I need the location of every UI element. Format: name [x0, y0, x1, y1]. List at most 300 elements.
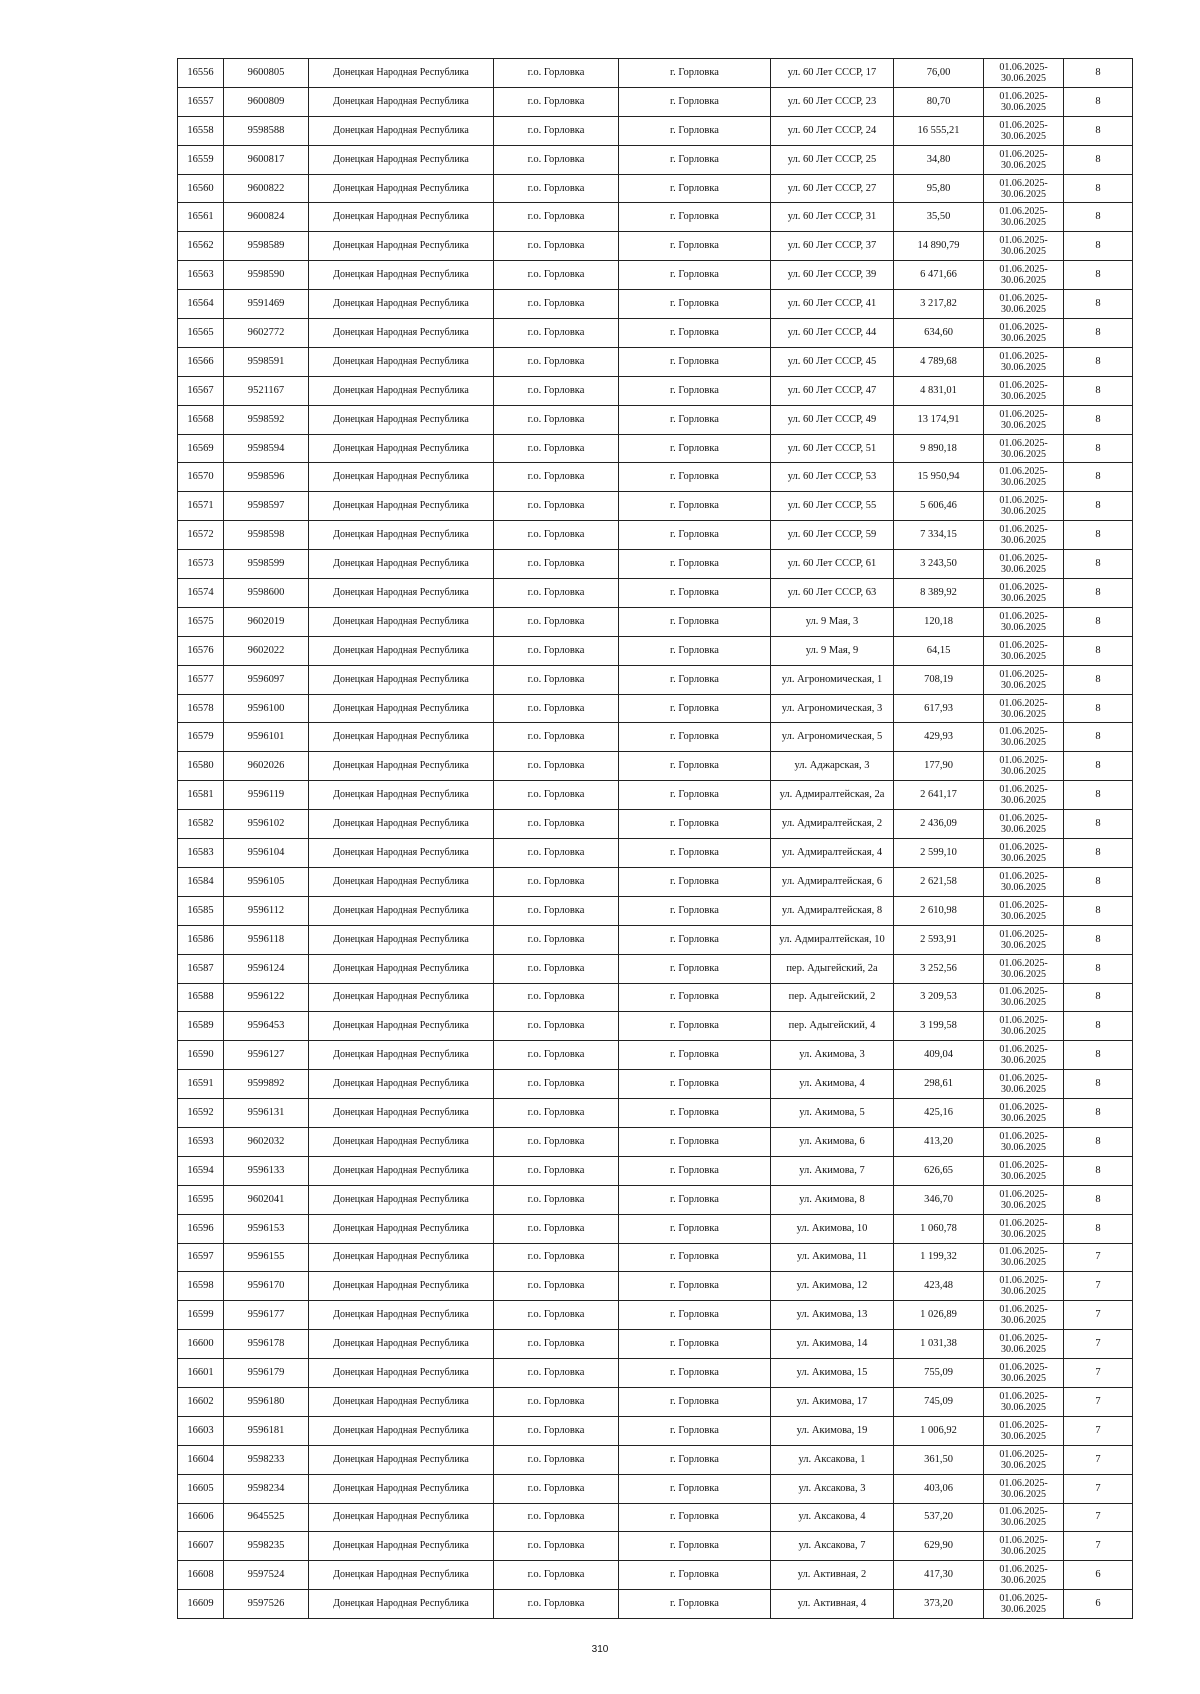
amount-cell: 417,30: [894, 1561, 984, 1590]
table-row: [178, 1503, 1133, 1532]
region-cell: Донецкая Народная Республика: [309, 1012, 494, 1041]
region-cell: Донецкая Народная Республика: [309, 694, 494, 723]
object-id-cell: 9596179: [224, 1359, 309, 1388]
period-cell: 01.06.2025-30.06.2025: [984, 867, 1064, 896]
region-cell: Донецкая Народная Республика: [309, 607, 494, 636]
period-cell: 01.06.2025-30.06.2025: [984, 87, 1064, 116]
address-cell: ул. Акимова, 15: [771, 1359, 894, 1388]
row-number-cell: 16602: [178, 1387, 224, 1416]
address-cell: ул. Аксакова, 3: [771, 1474, 894, 1503]
count-cell: 8: [1064, 1214, 1133, 1243]
address-cell: ул. 60 Лет СССР, 55: [771, 492, 894, 521]
district-cell: г.о. Горловка: [494, 203, 619, 232]
count-cell: 8: [1064, 550, 1133, 579]
district-cell: г.о. Горловка: [494, 87, 619, 116]
district-cell: г.о. Горловка: [494, 1474, 619, 1503]
object-id-cell: 9597524: [224, 1561, 309, 1590]
table-row: [178, 174, 1133, 203]
address-cell: ул. Акимова, 4: [771, 1070, 894, 1099]
city-cell: г. Горловка: [619, 116, 771, 145]
object-id-cell: 9602041: [224, 1185, 309, 1214]
object-id-cell: 9596119: [224, 781, 309, 810]
district-cell: г.о. Горловка: [494, 1127, 619, 1156]
object-id-cell: 9598594: [224, 434, 309, 463]
region-cell: Донецкая Народная Республика: [309, 434, 494, 463]
city-cell: г. Горловка: [619, 636, 771, 665]
region-cell: Донецкая Народная Республика: [309, 232, 494, 261]
address-cell: ул. Активная, 2: [771, 1561, 894, 1590]
period-cell: 01.06.2025-30.06.2025: [984, 290, 1064, 319]
region-cell: Донецкая Народная Республика: [309, 376, 494, 405]
address-cell: ул. Аджарская, 3: [771, 752, 894, 781]
city-cell: г. Горловка: [619, 1041, 771, 1070]
period-cell: 01.06.2025-30.06.2025: [984, 781, 1064, 810]
address-cell: ул. Адмиралтейская, 2: [771, 810, 894, 839]
region-cell: Донецкая Народная Республика: [309, 954, 494, 983]
region-cell: Донецкая Народная Республика: [309, 983, 494, 1012]
count-cell: 7: [1064, 1532, 1133, 1561]
period-cell: 01.06.2025-30.06.2025: [984, 1185, 1064, 1214]
district-cell: г.о. Горловка: [494, 1387, 619, 1416]
city-cell: г. Горловка: [619, 145, 771, 174]
count-cell: 7: [1064, 1359, 1133, 1388]
count-cell: 7: [1064, 1474, 1133, 1503]
period-cell: 01.06.2025-30.06.2025: [984, 203, 1064, 232]
city-cell: г. Горловка: [619, 1127, 771, 1156]
amount-cell: 8 389,92: [894, 579, 984, 608]
address-cell: ул. 60 Лет СССР, 39: [771, 261, 894, 290]
amount-cell: 298,61: [894, 1070, 984, 1099]
row-number-cell: 16575: [178, 607, 224, 636]
address-cell: ул. Акимова, 7: [771, 1156, 894, 1185]
amount-cell: 3 217,82: [894, 290, 984, 319]
address-cell: пер. Адыгейский, 2а: [771, 954, 894, 983]
district-cell: г.о. Горловка: [494, 607, 619, 636]
region-cell: Донецкая Народная Республика: [309, 1359, 494, 1388]
region-cell: Донецкая Народная Республика: [309, 896, 494, 925]
object-id-cell: 9602772: [224, 319, 309, 348]
row-number-cell: 16565: [178, 319, 224, 348]
amount-cell: 413,20: [894, 1127, 984, 1156]
object-id-cell: 9596155: [224, 1243, 309, 1272]
object-id-cell: 9599892: [224, 1070, 309, 1099]
object-id-cell: 9596131: [224, 1099, 309, 1128]
district-cell: г.о. Горловка: [494, 1214, 619, 1243]
count-cell: 8: [1064, 694, 1133, 723]
amount-cell: 34,80: [894, 145, 984, 174]
address-cell: ул. Акимова, 14: [771, 1330, 894, 1359]
count-cell: 8: [1064, 1127, 1133, 1156]
amount-cell: 13 174,91: [894, 405, 984, 434]
object-id-cell: 9596124: [224, 954, 309, 983]
count-cell: 8: [1064, 896, 1133, 925]
region-cell: Донецкая Народная Республика: [309, 87, 494, 116]
district-cell: г.о. Горловка: [494, 261, 619, 290]
row-number-cell: 16606: [178, 1503, 224, 1532]
region-cell: Донецкая Народная Республика: [309, 116, 494, 145]
city-cell: г. Горловка: [619, 521, 771, 550]
count-cell: 8: [1064, 174, 1133, 203]
table-row: [178, 636, 1133, 665]
table-row: [178, 405, 1133, 434]
table-row: [178, 1445, 1133, 1474]
count-cell: 8: [1064, 434, 1133, 463]
object-id-cell: 9598600: [224, 579, 309, 608]
table-row: [178, 1185, 1133, 1214]
period-cell: 01.06.2025-30.06.2025: [984, 1474, 1064, 1503]
address-cell: ул. 60 Лет СССР, 44: [771, 319, 894, 348]
address-cell: ул. 60 Лет СССР, 27: [771, 174, 894, 203]
row-number-cell: 16587: [178, 954, 224, 983]
district-cell: г.о. Горловка: [494, 1099, 619, 1128]
city-cell: г. Горловка: [619, 232, 771, 261]
object-id-cell: 9600824: [224, 203, 309, 232]
city-cell: г. Горловка: [619, 954, 771, 983]
table-row: [178, 1127, 1133, 1156]
period-cell: 01.06.2025-30.06.2025: [984, 145, 1064, 174]
count-cell: 8: [1064, 810, 1133, 839]
count-cell: 8: [1064, 752, 1133, 781]
address-cell: ул. Адмиралтейская, 4: [771, 839, 894, 868]
period-cell: 01.06.2025-30.06.2025: [984, 1416, 1064, 1445]
address-cell: ул. Адмиралтейская, 10: [771, 925, 894, 954]
row-number-cell: 16600: [178, 1330, 224, 1359]
city-cell: г. Горловка: [619, 203, 771, 232]
district-cell: г.о. Горловка: [494, 1503, 619, 1532]
address-cell: ул. Аксакова, 7: [771, 1532, 894, 1561]
period-cell: 01.06.2025-30.06.2025: [984, 59, 1064, 88]
table-row: [178, 1416, 1133, 1445]
period-cell: 01.06.2025-30.06.2025: [984, 492, 1064, 521]
district-cell: г.о. Горловка: [494, 59, 619, 88]
city-cell: г. Горловка: [619, 1012, 771, 1041]
table-row: [178, 145, 1133, 174]
row-number-cell: 16586: [178, 925, 224, 954]
count-cell: 8: [1064, 1012, 1133, 1041]
address-cell: ул. 60 Лет СССР, 59: [771, 521, 894, 550]
count-cell: 8: [1064, 232, 1133, 261]
table-row: [178, 1590, 1133, 1619]
table-row: [178, 434, 1133, 463]
amount-cell: 1 199,32: [894, 1243, 984, 1272]
table-row: [178, 839, 1133, 868]
object-id-cell: 9596104: [224, 839, 309, 868]
period-cell: 01.06.2025-30.06.2025: [984, 579, 1064, 608]
object-id-cell: 9598588: [224, 116, 309, 145]
district-cell: г.о. Горловка: [494, 434, 619, 463]
address-cell: ул. Акимова, 11: [771, 1243, 894, 1272]
city-cell: г. Горловка: [619, 174, 771, 203]
city-cell: г. Горловка: [619, 405, 771, 434]
object-id-cell: 9602019: [224, 607, 309, 636]
table-row: [178, 261, 1133, 290]
period-cell: 01.06.2025-30.06.2025: [984, 347, 1064, 376]
table-row: [178, 59, 1133, 88]
row-number-cell: 16569: [178, 434, 224, 463]
object-id-cell: 9596122: [224, 983, 309, 1012]
amount-cell: 2 610,98: [894, 896, 984, 925]
city-cell: г. Горловка: [619, 376, 771, 405]
amount-cell: 15 950,94: [894, 463, 984, 492]
region-cell: Донецкая Народная Республика: [309, 636, 494, 665]
district-cell: г.о. Горловка: [494, 579, 619, 608]
object-id-cell: 9596127: [224, 1041, 309, 1070]
city-cell: г. Горловка: [619, 1243, 771, 1272]
object-id-cell: 9596133: [224, 1156, 309, 1185]
address-cell: ул. 60 Лет СССР, 49: [771, 405, 894, 434]
period-cell: 01.06.2025-30.06.2025: [984, 665, 1064, 694]
period-cell: 01.06.2025-30.06.2025: [984, 174, 1064, 203]
count-cell: 8: [1064, 145, 1133, 174]
amount-cell: 64,15: [894, 636, 984, 665]
object-id-cell: 9602022: [224, 636, 309, 665]
period-cell: 01.06.2025-30.06.2025: [984, 1156, 1064, 1185]
region-cell: Донецкая Народная Республика: [309, 492, 494, 521]
period-cell: 01.06.2025-30.06.2025: [984, 694, 1064, 723]
amount-cell: 7 334,15: [894, 521, 984, 550]
row-number-cell: 16591: [178, 1070, 224, 1099]
row-number-cell: 16579: [178, 723, 224, 752]
amount-cell: 9 890,18: [894, 434, 984, 463]
region-cell: Донецкая Народная Республика: [309, 203, 494, 232]
address-cell: ул. 60 Лет СССР, 23: [771, 87, 894, 116]
period-cell: 01.06.2025-30.06.2025: [984, 954, 1064, 983]
region-cell: Донецкая Народная Республика: [309, 319, 494, 348]
row-number-cell: 16603: [178, 1416, 224, 1445]
region-cell: Донецкая Народная Республика: [309, 1272, 494, 1301]
row-number-cell: 16590: [178, 1041, 224, 1070]
count-cell: 6: [1064, 1590, 1133, 1619]
amount-cell: 423,48: [894, 1272, 984, 1301]
address-cell: ул. Аксакова, 4: [771, 1503, 894, 1532]
object-id-cell: 9596181: [224, 1416, 309, 1445]
city-cell: г. Горловка: [619, 1359, 771, 1388]
period-cell: 01.06.2025-30.06.2025: [984, 1387, 1064, 1416]
district-cell: г.о. Горловка: [494, 1041, 619, 1070]
district-cell: г.о. Горловка: [494, 521, 619, 550]
city-cell: г. Горловка: [619, 59, 771, 88]
address-cell: ул. 60 Лет СССР, 61: [771, 550, 894, 579]
period-cell: 01.06.2025-30.06.2025: [984, 434, 1064, 463]
amount-cell: 1 031,38: [894, 1330, 984, 1359]
table-row: [178, 290, 1133, 319]
row-number-cell: 16601: [178, 1359, 224, 1388]
city-cell: г. Горловка: [619, 723, 771, 752]
city-cell: г. Горловка: [619, 781, 771, 810]
address-cell: ул. Акимова, 13: [771, 1301, 894, 1330]
period-cell: 01.06.2025-30.06.2025: [984, 550, 1064, 579]
address-cell: ул. Акимова, 17: [771, 1387, 894, 1416]
amount-cell: 6 471,66: [894, 261, 984, 290]
address-cell: ул. 60 Лет СССР, 37: [771, 232, 894, 261]
region-cell: Донецкая Народная Республика: [309, 1070, 494, 1099]
table-row: [178, 492, 1133, 521]
city-cell: г. Горловка: [619, 87, 771, 116]
period-cell: 01.06.2025-30.06.2025: [984, 925, 1064, 954]
period-cell: 01.06.2025-30.06.2025: [984, 1012, 1064, 1041]
row-number-cell: 16557: [178, 87, 224, 116]
address-cell: ул. 60 Лет СССР, 45: [771, 347, 894, 376]
row-number-cell: 16605: [178, 1474, 224, 1503]
row-number-cell: 16604: [178, 1445, 224, 1474]
table-row: [178, 1532, 1133, 1561]
object-id-cell: 9597526: [224, 1590, 309, 1619]
object-id-cell: 9596118: [224, 925, 309, 954]
row-number-cell: 16582: [178, 810, 224, 839]
city-cell: г. Горловка: [619, 261, 771, 290]
address-cell: ул. 60 Лет СССР, 17: [771, 59, 894, 88]
amount-cell: 2 436,09: [894, 810, 984, 839]
count-cell: 6: [1064, 1561, 1133, 1590]
row-number-cell: 16571: [178, 492, 224, 521]
region-cell: Донецкая Народная Республика: [309, 405, 494, 434]
object-id-cell: 9598233: [224, 1445, 309, 1474]
city-cell: г. Горловка: [619, 867, 771, 896]
amount-cell: 14 890,79: [894, 232, 984, 261]
address-cell: ул. 60 Лет СССР, 47: [771, 376, 894, 405]
table-row: [178, 1041, 1133, 1070]
row-number-cell: 16577: [178, 665, 224, 694]
period-cell: 01.06.2025-30.06.2025: [984, 896, 1064, 925]
region-cell: Донецкая Народная Республика: [309, 59, 494, 88]
period-cell: 01.06.2025-30.06.2025: [984, 1070, 1064, 1099]
period-cell: 01.06.2025-30.06.2025: [984, 1445, 1064, 1474]
city-cell: г. Горловка: [619, 1503, 771, 1532]
amount-cell: 1 006,92: [894, 1416, 984, 1445]
city-cell: г. Горловка: [619, 665, 771, 694]
region-cell: Донецкая Народная Республика: [309, 1330, 494, 1359]
amount-cell: 626,65: [894, 1156, 984, 1185]
city-cell: г. Горловка: [619, 1532, 771, 1561]
address-cell: ул. 60 Лет СССР, 51: [771, 434, 894, 463]
city-cell: г. Горловка: [619, 492, 771, 521]
amount-cell: 3 243,50: [894, 550, 984, 579]
address-cell: ул. Аксакова, 1: [771, 1445, 894, 1474]
city-cell: г. Горловка: [619, 896, 771, 925]
count-cell: 7: [1064, 1503, 1133, 1532]
table-row: [178, 1330, 1133, 1359]
row-number-cell: 16584: [178, 867, 224, 896]
row-number-cell: 16578: [178, 694, 224, 723]
amount-cell: 177,90: [894, 752, 984, 781]
count-cell: 8: [1064, 1041, 1133, 1070]
city-cell: г. Горловка: [619, 1272, 771, 1301]
count-cell: 8: [1064, 1185, 1133, 1214]
district-cell: г.о. Горловка: [494, 290, 619, 319]
table-row: [178, 810, 1133, 839]
city-cell: г. Горловка: [619, 810, 771, 839]
district-cell: г.о. Горловка: [494, 116, 619, 145]
district-cell: г.о. Горловка: [494, 954, 619, 983]
amount-cell: 2 593,91: [894, 925, 984, 954]
row-number-cell: 16598: [178, 1272, 224, 1301]
object-id-cell: 9602032: [224, 1127, 309, 1156]
address-cell: ул. Активная, 4: [771, 1590, 894, 1619]
amount-cell: 80,70: [894, 87, 984, 116]
table-row: [178, 87, 1133, 116]
row-number-cell: 16556: [178, 59, 224, 88]
city-cell: г. Горловка: [619, 983, 771, 1012]
object-id-cell: 9596453: [224, 1012, 309, 1041]
period-cell: 01.06.2025-30.06.2025: [984, 983, 1064, 1012]
region-cell: Донецкая Народная Республика: [309, 1214, 494, 1243]
district-cell: г.о. Горловка: [494, 1445, 619, 1474]
amount-cell: 76,00: [894, 59, 984, 88]
period-cell: 01.06.2025-30.06.2025: [984, 1330, 1064, 1359]
city-cell: г. Горловка: [619, 752, 771, 781]
amount-cell: 1 026,89: [894, 1301, 984, 1330]
count-cell: 8: [1064, 521, 1133, 550]
address-cell: ул. 60 Лет СССР, 31: [771, 203, 894, 232]
period-cell: 01.06.2025-30.06.2025: [984, 376, 1064, 405]
region-cell: Донецкая Народная Республика: [309, 781, 494, 810]
row-number-cell: 16589: [178, 1012, 224, 1041]
region-cell: Донецкая Народная Республика: [309, 290, 494, 319]
table-row: [178, 925, 1133, 954]
amount-cell: 361,50: [894, 1445, 984, 1474]
region-cell: Донецкая Народная Республика: [309, 1185, 494, 1214]
amount-cell: 2 599,10: [894, 839, 984, 868]
district-cell: г.о. Горловка: [494, 492, 619, 521]
address-cell: ул. Адмиралтейская, 6: [771, 867, 894, 896]
region-cell: Донецкая Народная Республика: [309, 1445, 494, 1474]
amount-cell: 3 252,56: [894, 954, 984, 983]
amount-cell: 409,04: [894, 1041, 984, 1070]
registry-table: [177, 58, 1133, 1619]
period-cell: 01.06.2025-30.06.2025: [984, 116, 1064, 145]
period-cell: 01.06.2025-30.06.2025: [984, 232, 1064, 261]
table-row: [178, 781, 1133, 810]
city-cell: г. Горловка: [619, 1474, 771, 1503]
city-cell: г. Горловка: [619, 1099, 771, 1128]
table-row: [178, 1387, 1133, 1416]
district-cell: г.о. Горловка: [494, 232, 619, 261]
amount-cell: 95,80: [894, 174, 984, 203]
amount-cell: 3 199,58: [894, 1012, 984, 1041]
object-id-cell: 9596177: [224, 1301, 309, 1330]
city-cell: г. Горловка: [619, 347, 771, 376]
object-id-cell: 9598598: [224, 521, 309, 550]
district-cell: г.о. Горловка: [494, 145, 619, 174]
count-cell: 8: [1064, 59, 1133, 88]
table-row: [178, 1214, 1133, 1243]
region-cell: Донецкая Народная Республика: [309, 723, 494, 752]
amount-cell: 634,60: [894, 319, 984, 348]
amount-cell: 745,09: [894, 1387, 984, 1416]
district-cell: г.о. Горловка: [494, 896, 619, 925]
row-number-cell: 16583: [178, 839, 224, 868]
region-cell: Донецкая Народная Республика: [309, 1416, 494, 1445]
region-cell: Донецкая Народная Республика: [309, 550, 494, 579]
period-cell: 01.06.2025-30.06.2025: [984, 1503, 1064, 1532]
address-cell: ул. 60 Лет СССР, 24: [771, 116, 894, 145]
district-cell: г.о. Горловка: [494, 463, 619, 492]
table-row: [178, 983, 1133, 1012]
city-cell: г. Горловка: [619, 925, 771, 954]
region-cell: Донецкая Народная Республика: [309, 867, 494, 896]
table-row: [178, 203, 1133, 232]
district-cell: г.о. Горловка: [494, 983, 619, 1012]
table-row: [178, 1012, 1133, 1041]
city-cell: г. Горловка: [619, 1416, 771, 1445]
count-cell: 8: [1064, 983, 1133, 1012]
row-number-cell: 16560: [178, 174, 224, 203]
row-number-cell: 16567: [178, 376, 224, 405]
row-number-cell: 16594: [178, 1156, 224, 1185]
object-id-cell: 9596102: [224, 810, 309, 839]
district-cell: г.о. Горловка: [494, 1070, 619, 1099]
amount-cell: 4 831,01: [894, 376, 984, 405]
